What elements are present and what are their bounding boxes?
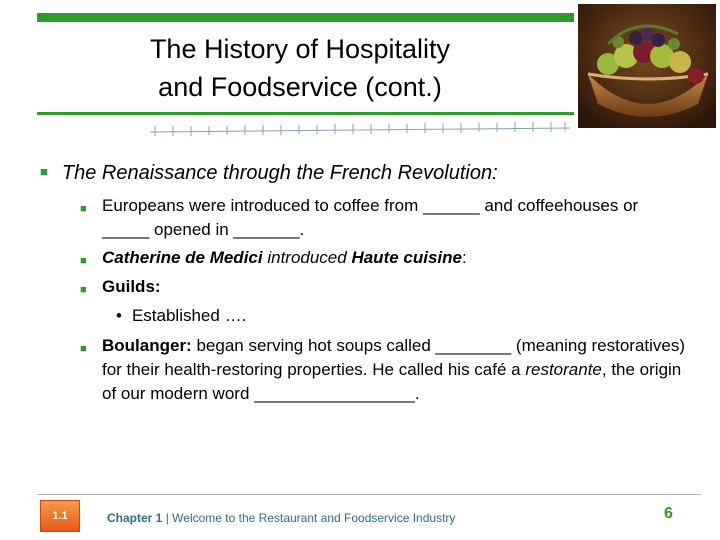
sub-bullet-guilds	[80, 275, 690, 299]
square-bullet-icon: ■	[80, 284, 87, 296]
section-badge: 1.1	[40, 500, 80, 532]
sub-bullet-coffee-text: Europeans were introduced to coffee from ______ and coffeehouses or _____ opened in _______.	[102, 196, 639, 239]
medici-name: Catherine de Medici	[102, 248, 263, 267]
dot-bullet-established	[116, 306, 246, 326]
slide-title	[60, 30, 540, 106]
square-bullet-icon: ■	[80, 203, 87, 215]
square-bullet-icon: ■	[40, 164, 48, 179]
guilds-label: Guilds:	[102, 277, 161, 296]
restorante-term: restorante	[525, 360, 602, 379]
sub-bullet-boulanger	[80, 334, 690, 406]
main-bullet-text: The Renaissance through the French Revolution:	[61, 162, 498, 184]
square-bullet-icon: ■	[80, 255, 87, 267]
boulanger-label: Boulanger:	[102, 336, 192, 355]
title-line-1: The History of Hospitality	[149, 34, 451, 64]
dot-bullet-icon: •	[116, 306, 122, 325]
fruit-basket-photo	[578, 4, 716, 128]
title-divider	[37, 112, 574, 115]
footer-separator: |	[162, 511, 173, 525]
page-number: 6	[664, 505, 673, 522]
chapter-description: Welcome to the Restaurant and Foodservice Industry	[172, 511, 456, 525]
square-bullet-icon: ■	[80, 343, 87, 355]
footer-divider	[37, 494, 701, 495]
established-text: Established ….	[131, 306, 247, 325]
haute-cuisine-term: Haute cuisine	[351, 248, 462, 267]
chapter-label: Chapter 1	[107, 511, 163, 525]
medici-end: :	[462, 248, 467, 267]
boulanger-text-2: , the origin of our modern word _________________.	[102, 360, 682, 403]
boulanger-text-1: began serving hot soups called ________ (meaning restoratives) for their health-restoring properties. He called his café a	[102, 336, 686, 379]
main-bullet	[40, 162, 700, 185]
top-accent-bar	[37, 13, 574, 22]
footer-chapter-text	[107, 511, 455, 525]
medici-mid: introduced	[262, 248, 352, 267]
decorative-ruler-graphic	[145, 120, 575, 140]
sub-bullet-coffee	[80, 194, 690, 242]
title-line-2: and Foodservice (cont.)	[158, 72, 442, 102]
sub-bullet-medici	[80, 246, 690, 270]
